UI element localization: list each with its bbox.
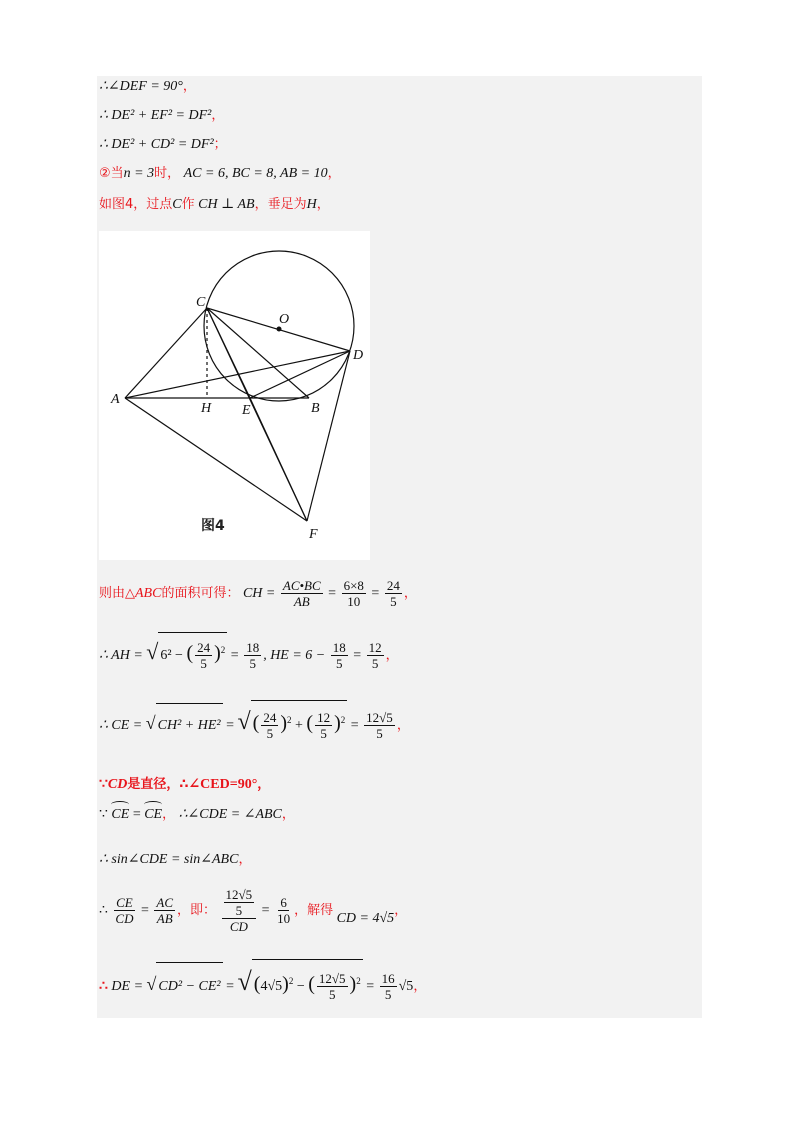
line-pythag-2: ∴ DE² + CD² = DF²； (99, 137, 227, 152)
frac-48-10: $\frac{6\times 8}{10}$ (343, 578, 364, 610)
frac-acbc-ab: $\frac{AC•BC}{AB}$ (282, 578, 321, 610)
line-pythag-1: ∴ DE² + EF² = DF²， (99, 108, 225, 123)
line-case-2: ②当n = 3时， AC = 6, BC = 8, AB = 10， (99, 166, 341, 181)
line-arc: ∵ CE = CE， ∴∠CDE = ∠ABC， (99, 807, 295, 822)
line-ah-he: ∴ AH = √ 6² − ( $\frac{24}{5}$ )$^2$ = $\frac{18}{5}$ , HE = 6 − $\frac{18}{5}$ = $\frac{12}{5}$ ， (99, 632, 399, 676)
line-ce: ∴ CE = √ CH² + HE² = √ ( $\frac{24}{5}$ )$^2$ + ( $\frac{12}{5}$ )$^2$ = $\frac{12√5}{5}$ ， (99, 700, 410, 748)
geometry-diagram (99, 231, 370, 560)
figure-caption: 图4 (201, 518, 225, 534)
segment-ef (250, 398, 307, 521)
label-c: C (196, 295, 206, 310)
label-a: A (111, 392, 120, 407)
line-construct: 如图4，过点C作 CH ⊥ AB，垂足为H， (99, 197, 330, 212)
label-e: E (242, 403, 251, 418)
frac-24-5: $\frac{24}{5}$ (386, 578, 400, 610)
label-h: H (201, 401, 212, 416)
line-angle-def: ∴∠DEF = 90°， (99, 79, 196, 94)
line-sin: ∴ sin∠CDE = sin∠ABC， (99, 852, 252, 867)
line-diameter: ∵CD是直径，∴∠CED=90°， (99, 777, 271, 792)
segment-af (125, 398, 307, 521)
sqrt-sign: √ (146, 639, 159, 664)
line-ratio: ∴ $\frac{CE}{CD}$ = $\frac{AC}{AB}$ ，即： $\frac{\frac{12√5}{5}}{CD}$ = $\frac{6}{10}$ ，解得 CD = 4√5， (99, 887, 408, 935)
geometry-figure (99, 231, 370, 560)
segment-cb (207, 308, 309, 398)
line-ch-area: 则由△ABC的面积可得： CH = $\frac{AC•BC}{AB}$ = $\frac{6\times 8}{10}$ = $\frac{24}{5}$ ， (99, 578, 417, 610)
label-o: O (279, 312, 290, 327)
label-f: F (309, 527, 318, 542)
segment-df (307, 351, 350, 521)
segment-ac (125, 308, 207, 398)
line-de: ∴ DE = √ CD² − CE² = √ $(4√5)^2$ − ( $\frac{12√5}{5}$ )$^2$ = $\frac{16}{5}$ √5， (99, 958, 426, 1011)
segment-ed (250, 351, 350, 398)
label-b: B (311, 401, 320, 416)
label-d: D (353, 348, 364, 363)
center-o-dot (277, 327, 282, 332)
